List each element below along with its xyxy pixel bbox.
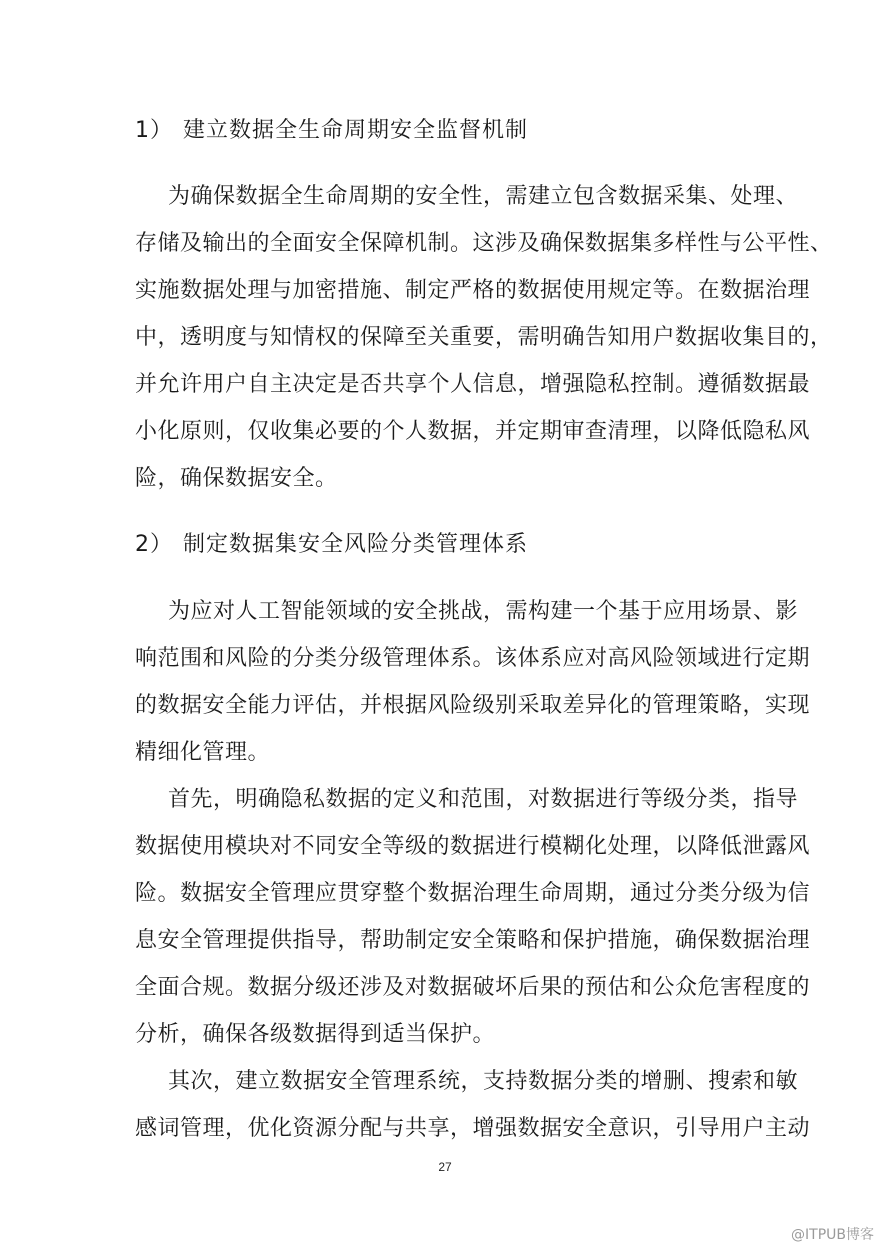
paragraph-line: 数据使用模块对不同安全等级的数据进行模糊化处理，以降低泄露风	[135, 834, 811, 859]
section-number: 1）	[135, 118, 173, 143]
paragraph-line: 息安全管理提供指导，帮助制定安全策略和保护措施，确保数据治理	[135, 928, 811, 953]
section-number: 2）	[135, 532, 173, 557]
page-number: 27	[438, 1160, 452, 1174]
paragraph-line: 实施数据处理与加密措施、制定严格的数据使用规定等。在数据治理	[135, 278, 811, 303]
paragraph-line: 存储及输出的全面安全保障机制。这涉及确保数据集多样性与公平性、	[135, 231, 833, 256]
paragraph-line: 精细化管理。	[135, 740, 271, 765]
watermark: @ITPUB博客	[791, 1227, 874, 1243]
paragraph-line: 为应对人工智能领域的安全挑战，需构建一个基于应用场景、影	[168, 599, 799, 624]
paragraph-line: 响范围和风险的分类分级管理体系。该体系应对高风险领域进行定期	[135, 646, 811, 671]
paragraph-line: 并允许用户自主决定是否共享个人信息，增强隐私控制。遵循数据最	[135, 372, 811, 397]
paragraph-line: 中，透明度与知情权的保障至关重要，需明确告知用户数据收集目的，	[135, 325, 833, 350]
paragraph-line: 险。数据安全管理应贯穿整个数据治理生命周期，通过分类分级为信	[135, 881, 811, 906]
section-heading-1	[135, 116, 528, 146]
paragraph-line: 首先，明确隐私数据的定义和范围，对数据进行等级分类，指导	[168, 787, 799, 812]
paragraph-line: 小化原则，仅收集必要的个人数据，并定期审查清理，以降低隐私风	[135, 419, 811, 444]
section-title: 建立数据全生命周期安全监督机制	[183, 118, 529, 143]
paragraph-line: 为确保数据全生命周期的安全性，需建立包含数据采集、处理、	[168, 184, 799, 209]
paragraph-line: 感词管理，优化资源分配与共享，增强数据安全意识，引导用户主动	[135, 1116, 811, 1141]
paragraph-line: 其次，建立数据安全管理系统，支持数据分类的增删、搜索和敏	[168, 1069, 799, 1094]
paragraph-4	[135, 1058, 811, 1152]
paragraph-line: 的数据安全能力评估，并根据风险级别采取差异化的管理策略，实现	[135, 693, 811, 718]
section-heading-2	[135, 530, 528, 560]
paragraph-line: 分析，确保各级数据得到适当保护。	[135, 1022, 496, 1047]
paragraph-line: 全面合规。数据分级还涉及对数据破坏后果的预估和公众危害程度的	[135, 975, 811, 1000]
paragraph-line: 险，确保数据安全。	[135, 466, 338, 491]
paragraph-1	[135, 173, 833, 502]
section-title: 制定数据集安全风险分类管理体系	[183, 532, 529, 557]
paragraph-2	[135, 588, 811, 776]
paragraph-3	[135, 776, 811, 1058]
